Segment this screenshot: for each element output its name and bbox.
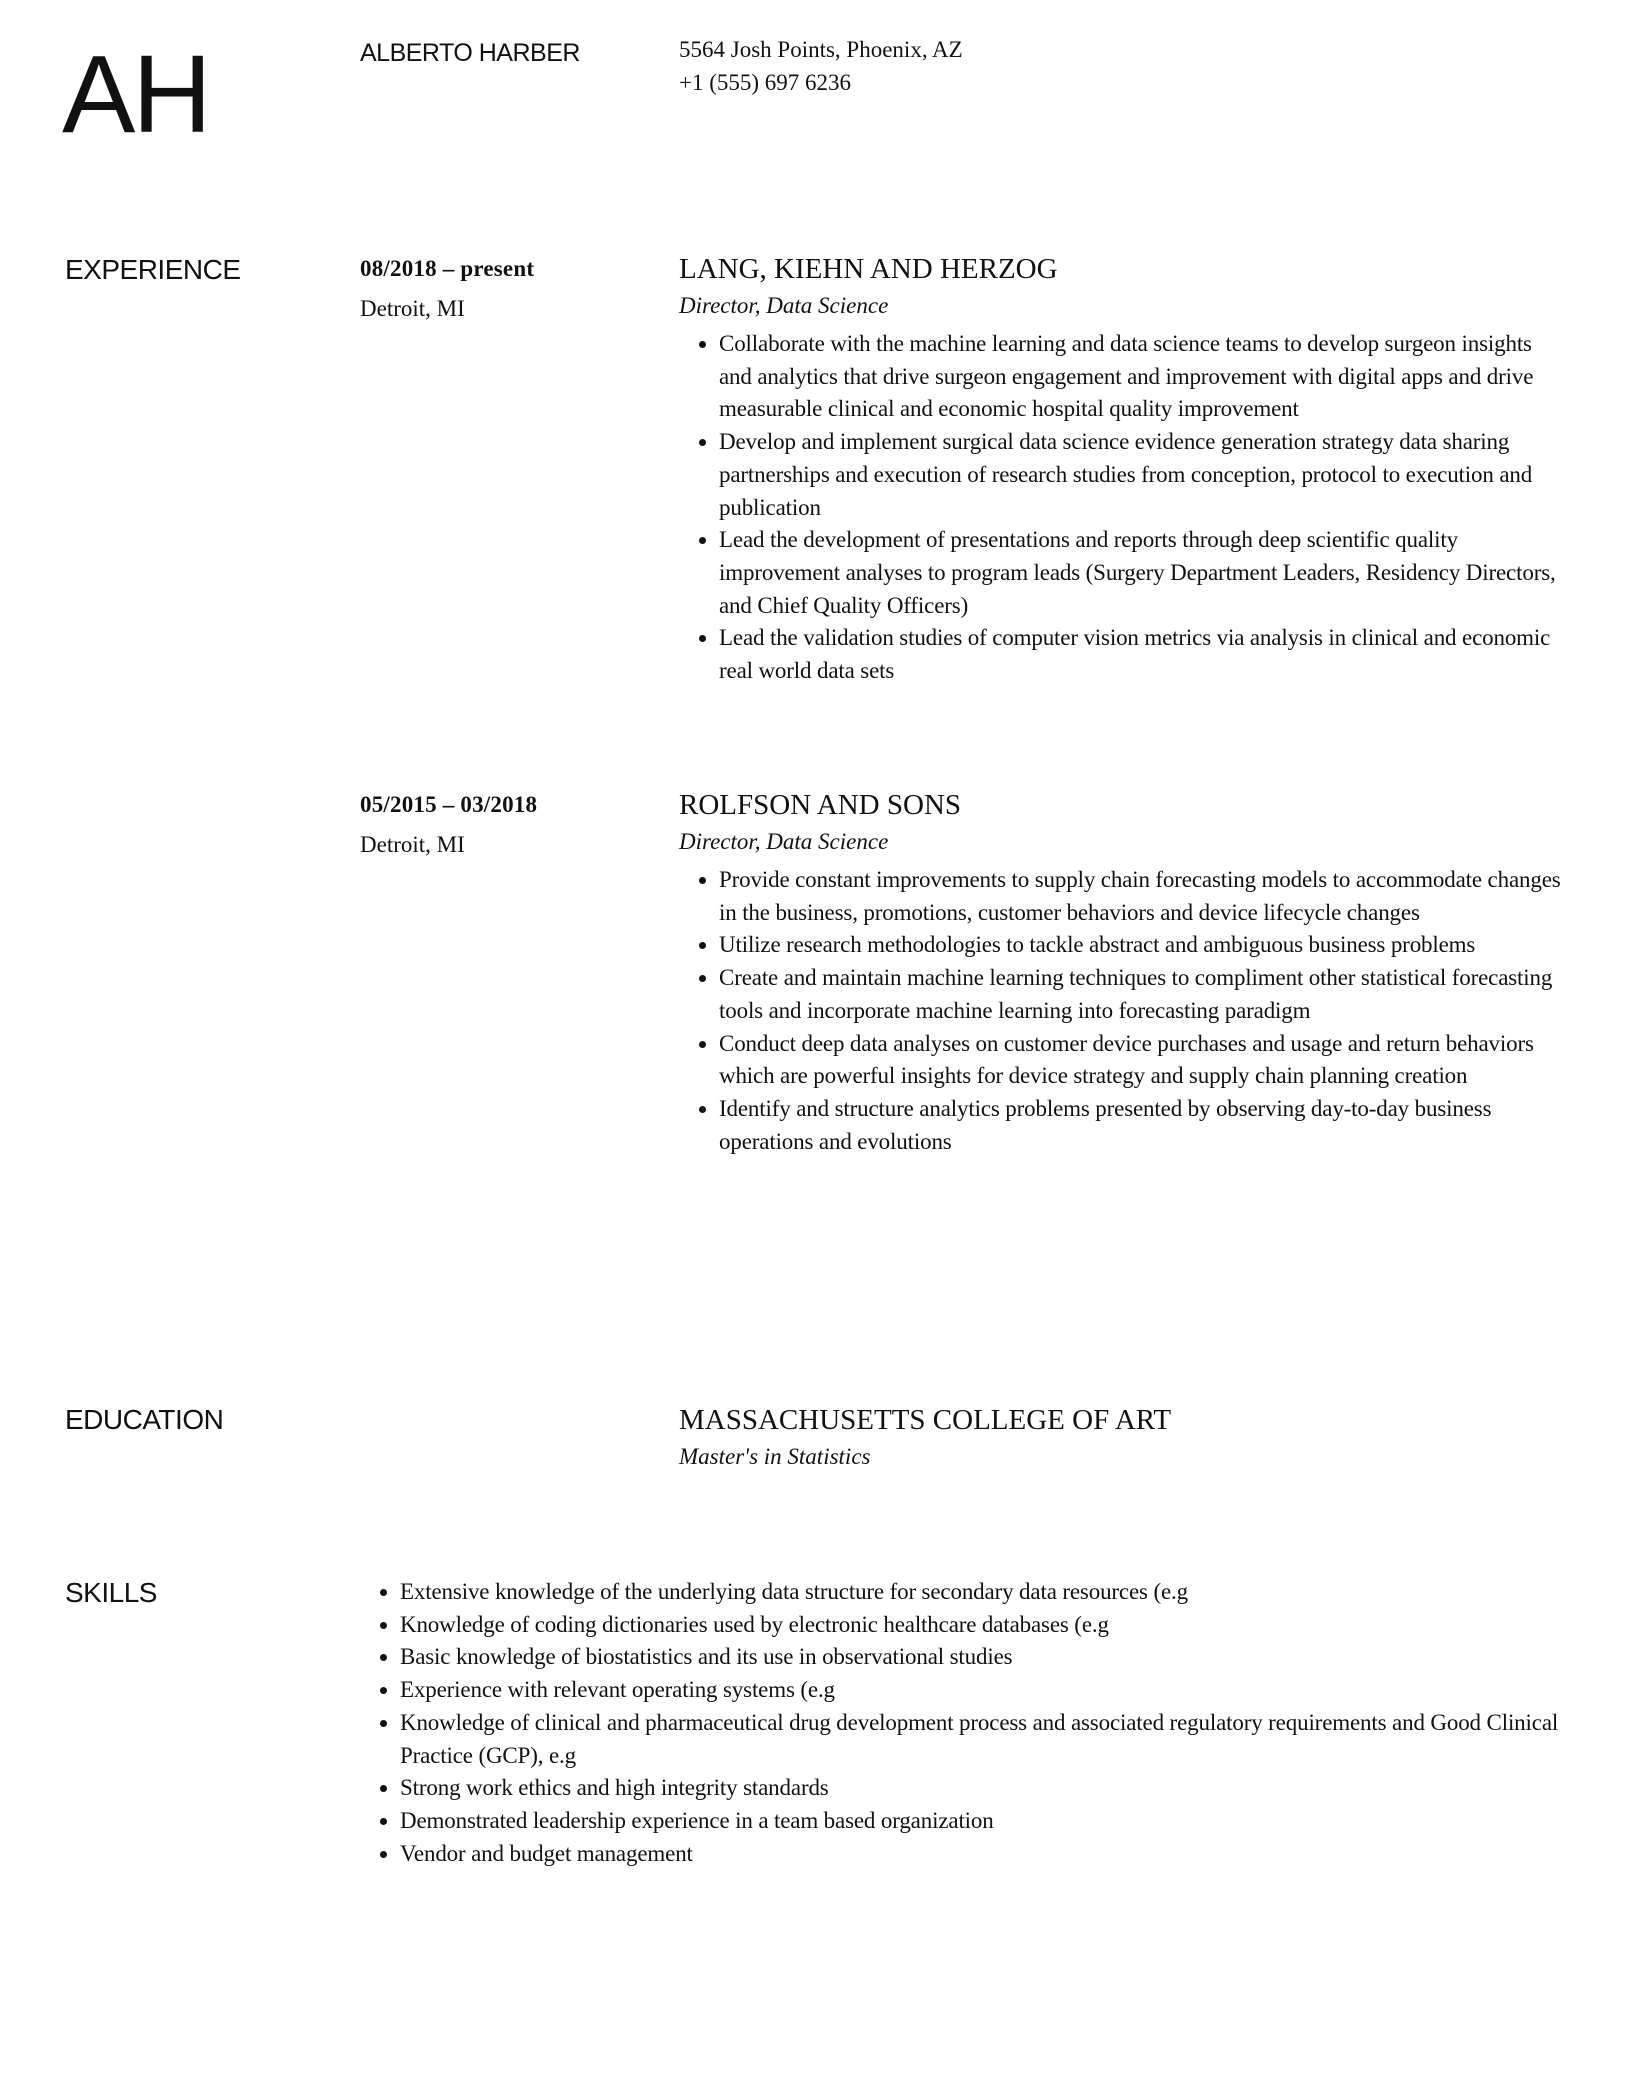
job-location: Detroit, MI	[360, 832, 465, 857]
section-title-education: EDUCATION	[65, 1404, 224, 1435]
job-entry	[679, 251, 1569, 688]
company-name: LANG, KIEHN AND HERZOG	[679, 253, 1058, 285]
list-item: • Knowledge of clinical and pharmaceutical drug development process and associated regulatory requirements and Good Clinical Practice (GCP), e.g	[400, 1707, 1590, 1772]
list-item: • Lead the development of presentations and reports through deep scientific quality improvement analyses to program leads (Surgery Department Leaders, Residency Directors, and Chief Quality Officers)	[719, 524, 1569, 622]
list-item: • Strong work ethics and high integrity standards	[400, 1772, 1590, 1805]
list-item: • Conduct deep data analyses on customer device purchases and usage and return behaviors which are powerful insights for device strategy and supply chain planning creation	[719, 1028, 1569, 1093]
education-entry	[679, 1402, 1569, 1475]
list-item: • Knowledge of coding dictionaries used by electronic healthcare databases (e.g	[400, 1609, 1590, 1642]
phone: +1 (555) 697 6236	[679, 70, 852, 95]
job-role: Director, Data Science	[679, 829, 889, 854]
initials-monogram: AH	[62, 33, 209, 156]
degree: Master's in Statistics	[679, 1444, 871, 1469]
list-item: • Experience with relevant operating systems (e.g	[400, 1674, 1590, 1707]
job-meta	[360, 785, 537, 865]
list-item: • Basic knowledge of biostatistics and its use in observational studies	[400, 1641, 1590, 1674]
job-dates: 08/2018 – present	[360, 256, 535, 281]
job-entry	[679, 787, 1569, 1158]
list-item: • Identify and structure analytics problems presented by observing day-to-day business operations and evolutions	[719, 1093, 1569, 1158]
job-meta	[360, 249, 534, 329]
contact-info	[679, 33, 963, 99]
list-item: • Utilize research methodologies to tackle abstract and ambiguous business problems	[719, 929, 1569, 962]
job-location: Detroit, MI	[360, 296, 465, 321]
list-item: • Create and maintain machine learning techniques to compliment other statistical forecasting tools and incorporate machine learning into forecasting paradigm	[719, 962, 1569, 1027]
list-item: • Lead the validation studies of computer vision metrics via analysis in clinical and economic real world data sets	[719, 622, 1569, 687]
skills-list	[360, 1576, 1590, 1870]
list-item: • Extensive knowledge of the underlying data structure for secondary data resources (e.g	[400, 1576, 1590, 1609]
company-name: ROLFSON AND SONS	[679, 789, 962, 821]
job-dates: 05/2015 – 03/2018	[360, 792, 538, 817]
school-name: MASSACHUSETTS COLLEGE OF ART	[679, 1404, 1172, 1436]
section-title-experience: EXPERIENCE	[65, 254, 241, 285]
candidate-name: ALBERTO HARBER	[360, 39, 580, 67]
section-title-skills: SKILLS	[65, 1577, 157, 1608]
list-item: • Collaborate with the machine learning and data science teams to develop surgeon insights and analytics that drive surgeon engagement and improvement with digital apps and drive measurable clinical and economic hospital quality improvement	[719, 328, 1569, 426]
list-item: • Provide constant improvements to supply chain forecasting models to accommodate changes in the business, promotions, customer behaviors and device lifecycle changes	[719, 864, 1569, 929]
list-item: • Demonstrated leadership experience in a team based organization	[400, 1805, 1590, 1838]
job-role: Director, Data Science	[679, 293, 889, 318]
job-bullets	[679, 864, 1569, 1158]
job-bullets	[679, 328, 1569, 688]
address: 5564 Josh Points, Phoenix, AZ	[679, 37, 963, 62]
list-item: • Develop and implement surgical data science evidence generation strategy data sharing partnerships and execution of research studies from conception, protocol to execution and publication	[719, 426, 1569, 524]
list-item: • Vendor and budget management	[400, 1838, 1590, 1871]
